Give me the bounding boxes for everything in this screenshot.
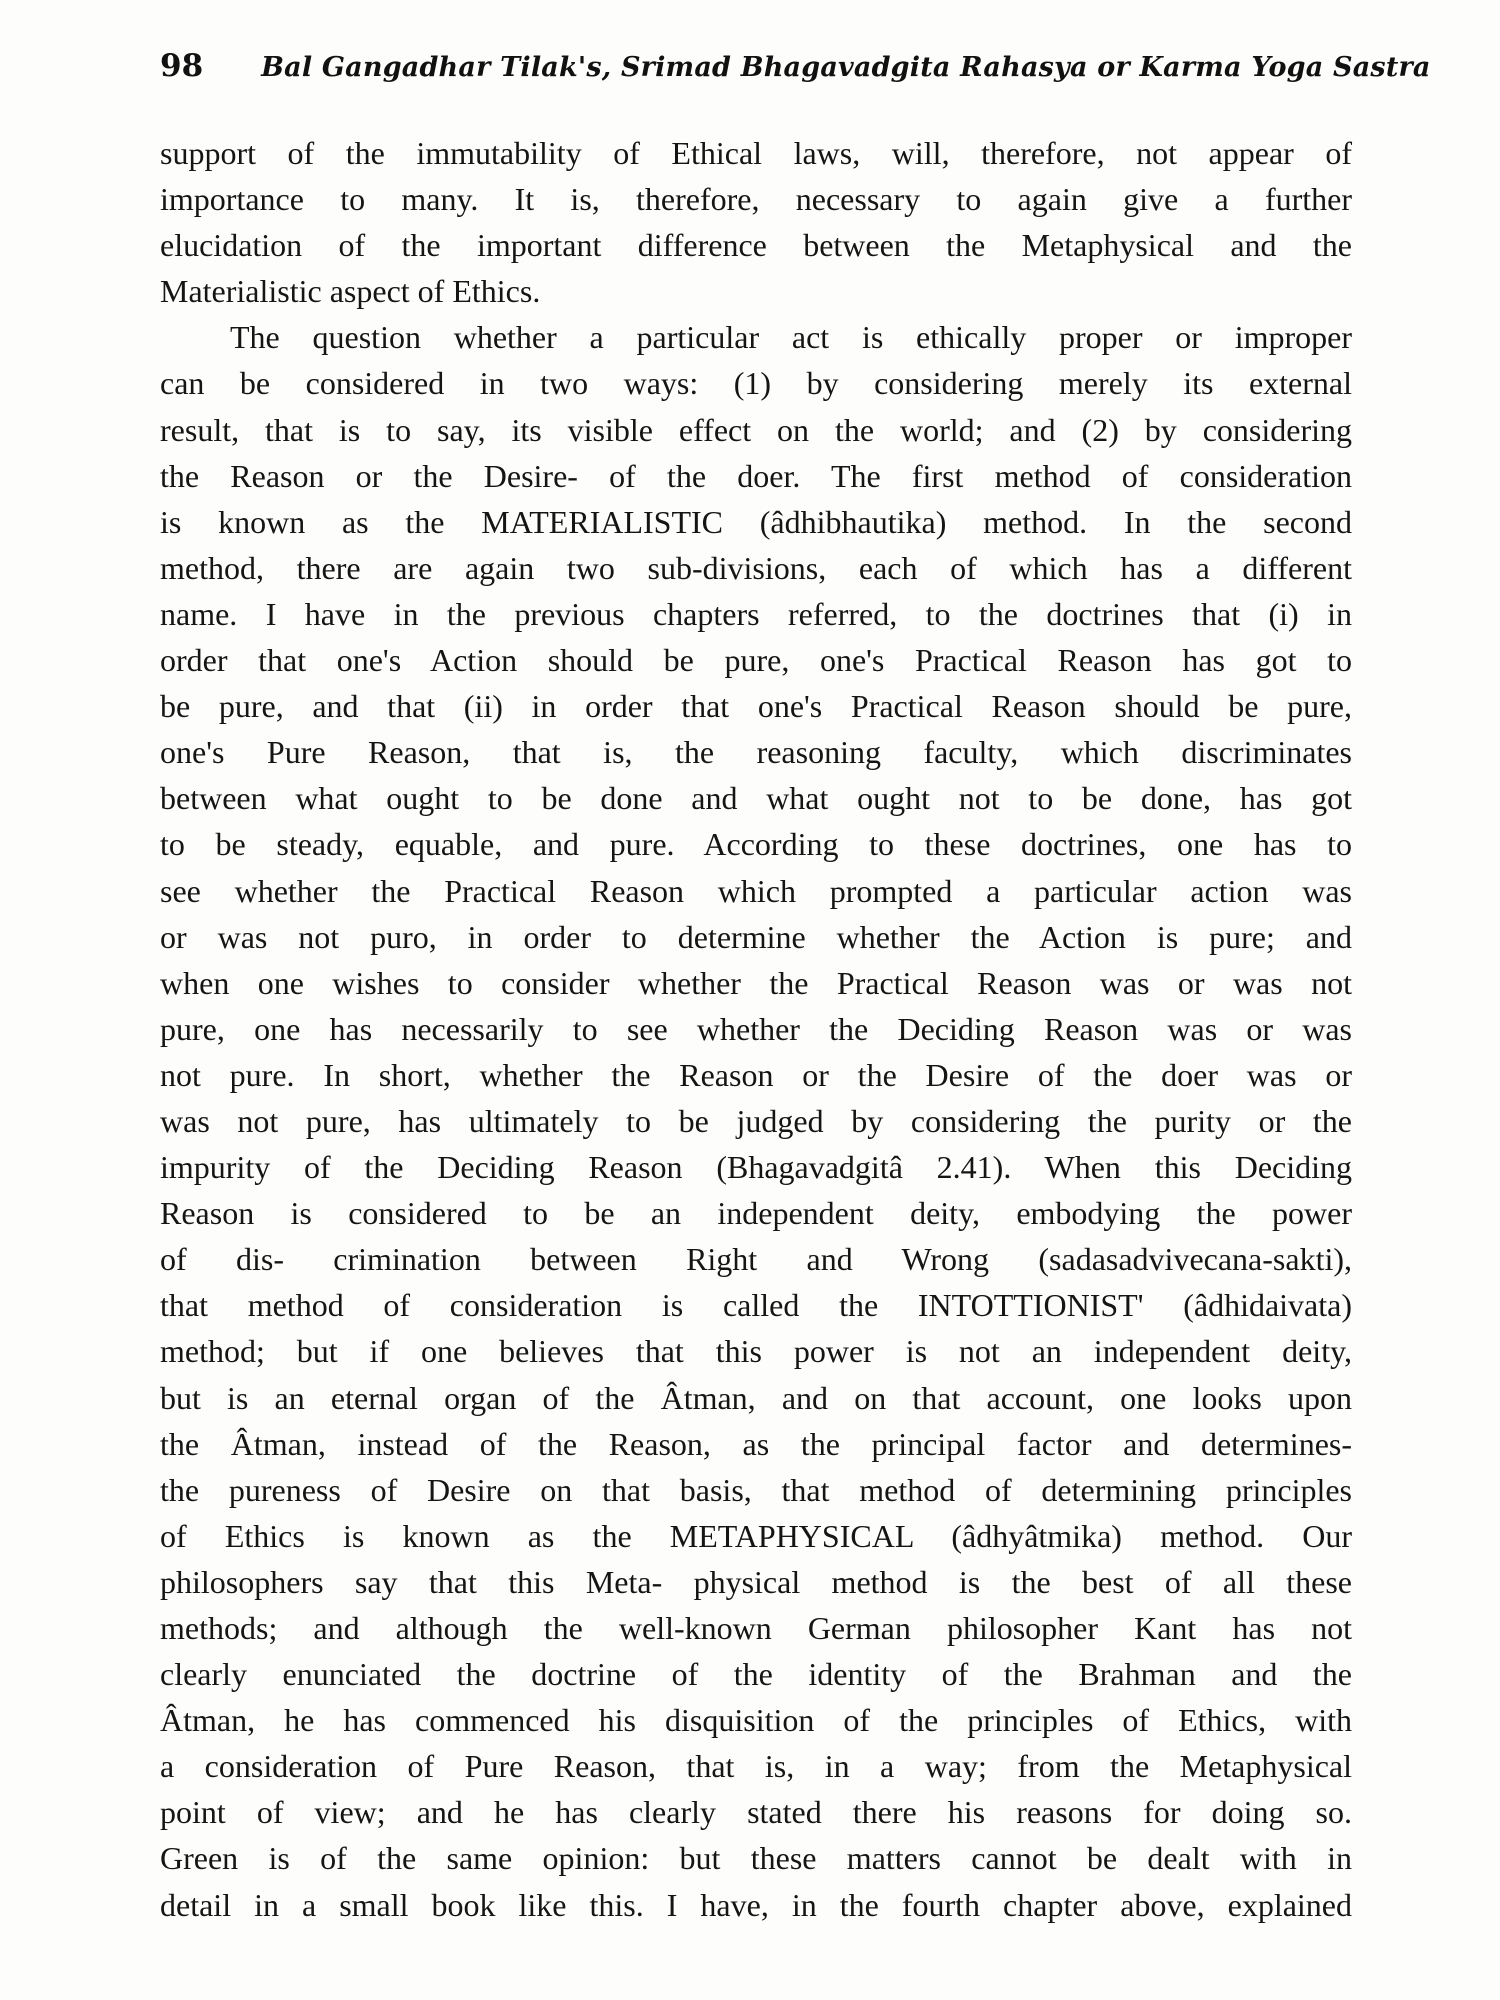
text-line: philosophers say that this Meta- physical method is the best of all these [160,1563,1352,1600]
body-text [160,130,1352,1928]
text-line: the Reason or the Desire- of the doer. The first method of consideration [160,457,1352,494]
text-line: Materialistic aspect of Ethics. [160,273,541,310]
text-line: to be steady, equable, and pure. According to these doctrines, one has to [160,826,1352,863]
text-line: The question whether a particular act is ethically proper or improper [230,319,1352,356]
text-line: one's Pure Reason, that is, the reasoning faculty, which discriminates [160,734,1352,771]
text-line: method, there are again two sub-divisions, each of which has a different [160,549,1352,586]
text-line: of dis- crimination between Right and Wrong (sadasadvivecana-sakti), [160,1241,1352,1278]
text-line: a consideration of Pure Reason, that is, in a way; from the Metaphysical [160,1748,1352,1785]
running-head [160,48,1431,104]
text-line: was not pure, has ultimately to be judged by considering the purity or the [160,1102,1352,1139]
text-line: order that one's Action should be pure, one's Practical Reason has got to [160,642,1352,679]
text-line: the pureness of Desire on that basis, that method of determining principles [160,1471,1352,1508]
text-line: Âtman, he has commenced his disquisition of the principles of Ethics, with [160,1702,1352,1739]
text-line: importance to many. It is, therefore, necessary to again give a further [160,181,1352,218]
text-line: when one wishes to consider whether the Practical Reason was or was not [160,964,1352,1001]
text-line: can be considered in two ways: (1) by considering merely its external [160,365,1352,402]
text-line: support of the immutability of Ethical laws, will, therefore, not appear of [160,135,1352,171]
text-line: name. I have in the previous chapters referred, to the doctrines that (i) in [160,595,1352,632]
text-line: Green is of the same opinion: but these matters cannot be dealt with in [160,1840,1352,1877]
text-line: point of view; and he has clearly stated there his reasons for doing so. [160,1794,1352,1831]
page-number: 98 [160,48,204,84]
text-line: that method of consideration is called the INTOTTIONIST' (âdhidaivata) [160,1287,1352,1324]
text-line: method; but if one believes that this power is not an independent deity, [160,1333,1352,1370]
text-line: or was not puro, in order to determine whether the Action is pure; and [160,918,1352,955]
text-line: but is an eternal organ of the Âtman, and on that account, one looks upon [160,1379,1352,1416]
text-line: Reason is considered to be an independent deity, embodying the power [160,1195,1352,1232]
running-title: Bal Gangadhar Tilak's, Srimad Bhagavadgita Rahasya or Karma Yoga Sastra [261,52,1431,83]
paragraph-1 [160,130,1352,314]
text-line: pure, one has necessarily to see whether the Deciding Reason was or was [160,1010,1352,1047]
text-line: of Ethics is known as the METAPHYSICAL (âdhyâtmika) method. Our [160,1517,1352,1554]
text-line: detail in a small book like this. I have, in the fourth chapter above, explained [160,1886,1352,1923]
text-line: impurity of the Deciding Reason (Bhagavadgitâ 2.41). When this Deciding [160,1149,1352,1186]
text-line: see whether the Practical Reason which prompted a particular action was [160,872,1352,909]
text-line: is known as the MATERIALISTIC (âdhibhautika) method. In the second [160,503,1352,540]
text-line: the Âtman, instead of the Reason, as the principal factor and determines- [160,1425,1352,1462]
text-line: elucidation of the important difference between the Metaphysical and the [160,227,1352,264]
text-line: not pure. In short, whether the Reason or the Desire of the doer was or [160,1056,1352,1093]
text-line: between what ought to be done and what ought not to be done, has got [160,780,1352,817]
text-line: clearly enunciated the doctrine of the identity of the Brahman and the [160,1656,1352,1693]
text-line: methods; and although the well-known German philosopher Kant has not [160,1610,1352,1646]
text-line: result, that is to say, its visible effect on the world; and (2) by considering [160,411,1352,448]
paragraph-2 [160,314,1352,1927]
text-line: be pure, and that (ii) in order that one's Practical Reason should be pure, [160,688,1352,725]
